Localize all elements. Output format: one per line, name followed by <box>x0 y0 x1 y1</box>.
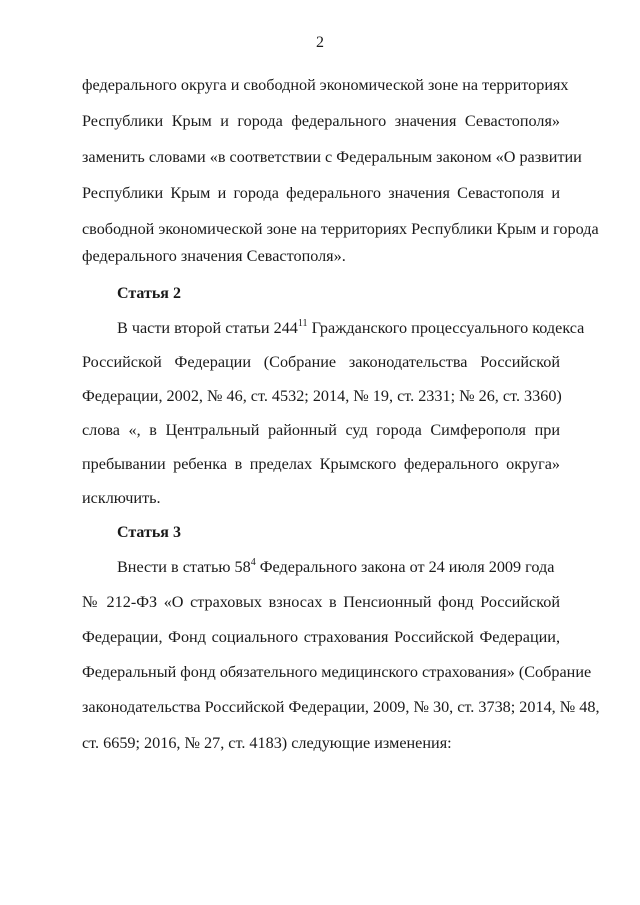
paragraph-1-line-6: федерального значения Севастополя». <box>82 247 346 265</box>
article-3-line-1-text-cont: Федерального закона от 24 июля 2009 года <box>255 558 555 576</box>
article-2-line-1-text-cont: Гражданского процессуального кодекса <box>307 319 585 337</box>
article-3-heading: Статья 3 <box>117 524 181 541</box>
article-2-heading: Статья 2 <box>117 285 181 302</box>
paragraph-1-line-4: Республики Крым и города федерального значения Севастополя и <box>82 184 560 202</box>
article-3-line-1 <box>117 557 560 577</box>
paragraph-1-line-3: заменить словами «в соответствии с Федеральным законом «О развитии <box>82 148 582 166</box>
article-2-line-1-text: В части второй статьи 244 <box>117 319 298 337</box>
article-3-line-3: Федерации, Фонд социального страхования Российской Федерации, <box>82 628 560 646</box>
article-2-line-6: исключить. <box>82 489 161 507</box>
article-2-superscript: 11 <box>297 318 308 329</box>
paragraph-1-line-1: федерального округа и свободной экономической зоне на территориях <box>82 76 569 94</box>
paragraph-1-line-2: Республики Крым и города федерального значения Севастополя» <box>82 112 560 130</box>
article-3-line-2: № 212-ФЗ «О страховых взносах в Пенсионный фонд Российской <box>82 593 560 611</box>
article-3-line-1-text: Внести в статью 58 <box>117 558 251 576</box>
article-2-line-3: Федерации, 2002, № 46, ст. 4532; 2014, № 19, ст. 2331; № 26, ст. 3360) <box>82 387 562 405</box>
article-2-line-1 <box>117 318 585 338</box>
article-2-line-5: пребывании ребенка в пределах Крымского федерального округа» <box>82 455 560 473</box>
article-3-line-5: законодательства Российской Федерации, 2009, № 30, ст. 3738; 2014, № 48, <box>82 698 600 716</box>
article-3-line-4: Федеральный фонд обязательного медицинского страхования» (Собрание <box>82 663 592 681</box>
paragraph-1-line-5: свободной экономической зоне на территориях Республики Крым и города <box>82 220 599 238</box>
article-3-line-6: ст. 6659; 2016, № 27, ст. 4183) следующие изменения: <box>82 734 452 752</box>
page-number: 2 <box>316 34 324 51</box>
article-2-line-2: Российской Федерации (Собрание законодательства Российской <box>82 353 560 371</box>
article-2-line-4: слова «, в Центральный районный суд города Симферополя при <box>82 421 560 439</box>
article-3-superscript: 4 <box>250 557 256 568</box>
